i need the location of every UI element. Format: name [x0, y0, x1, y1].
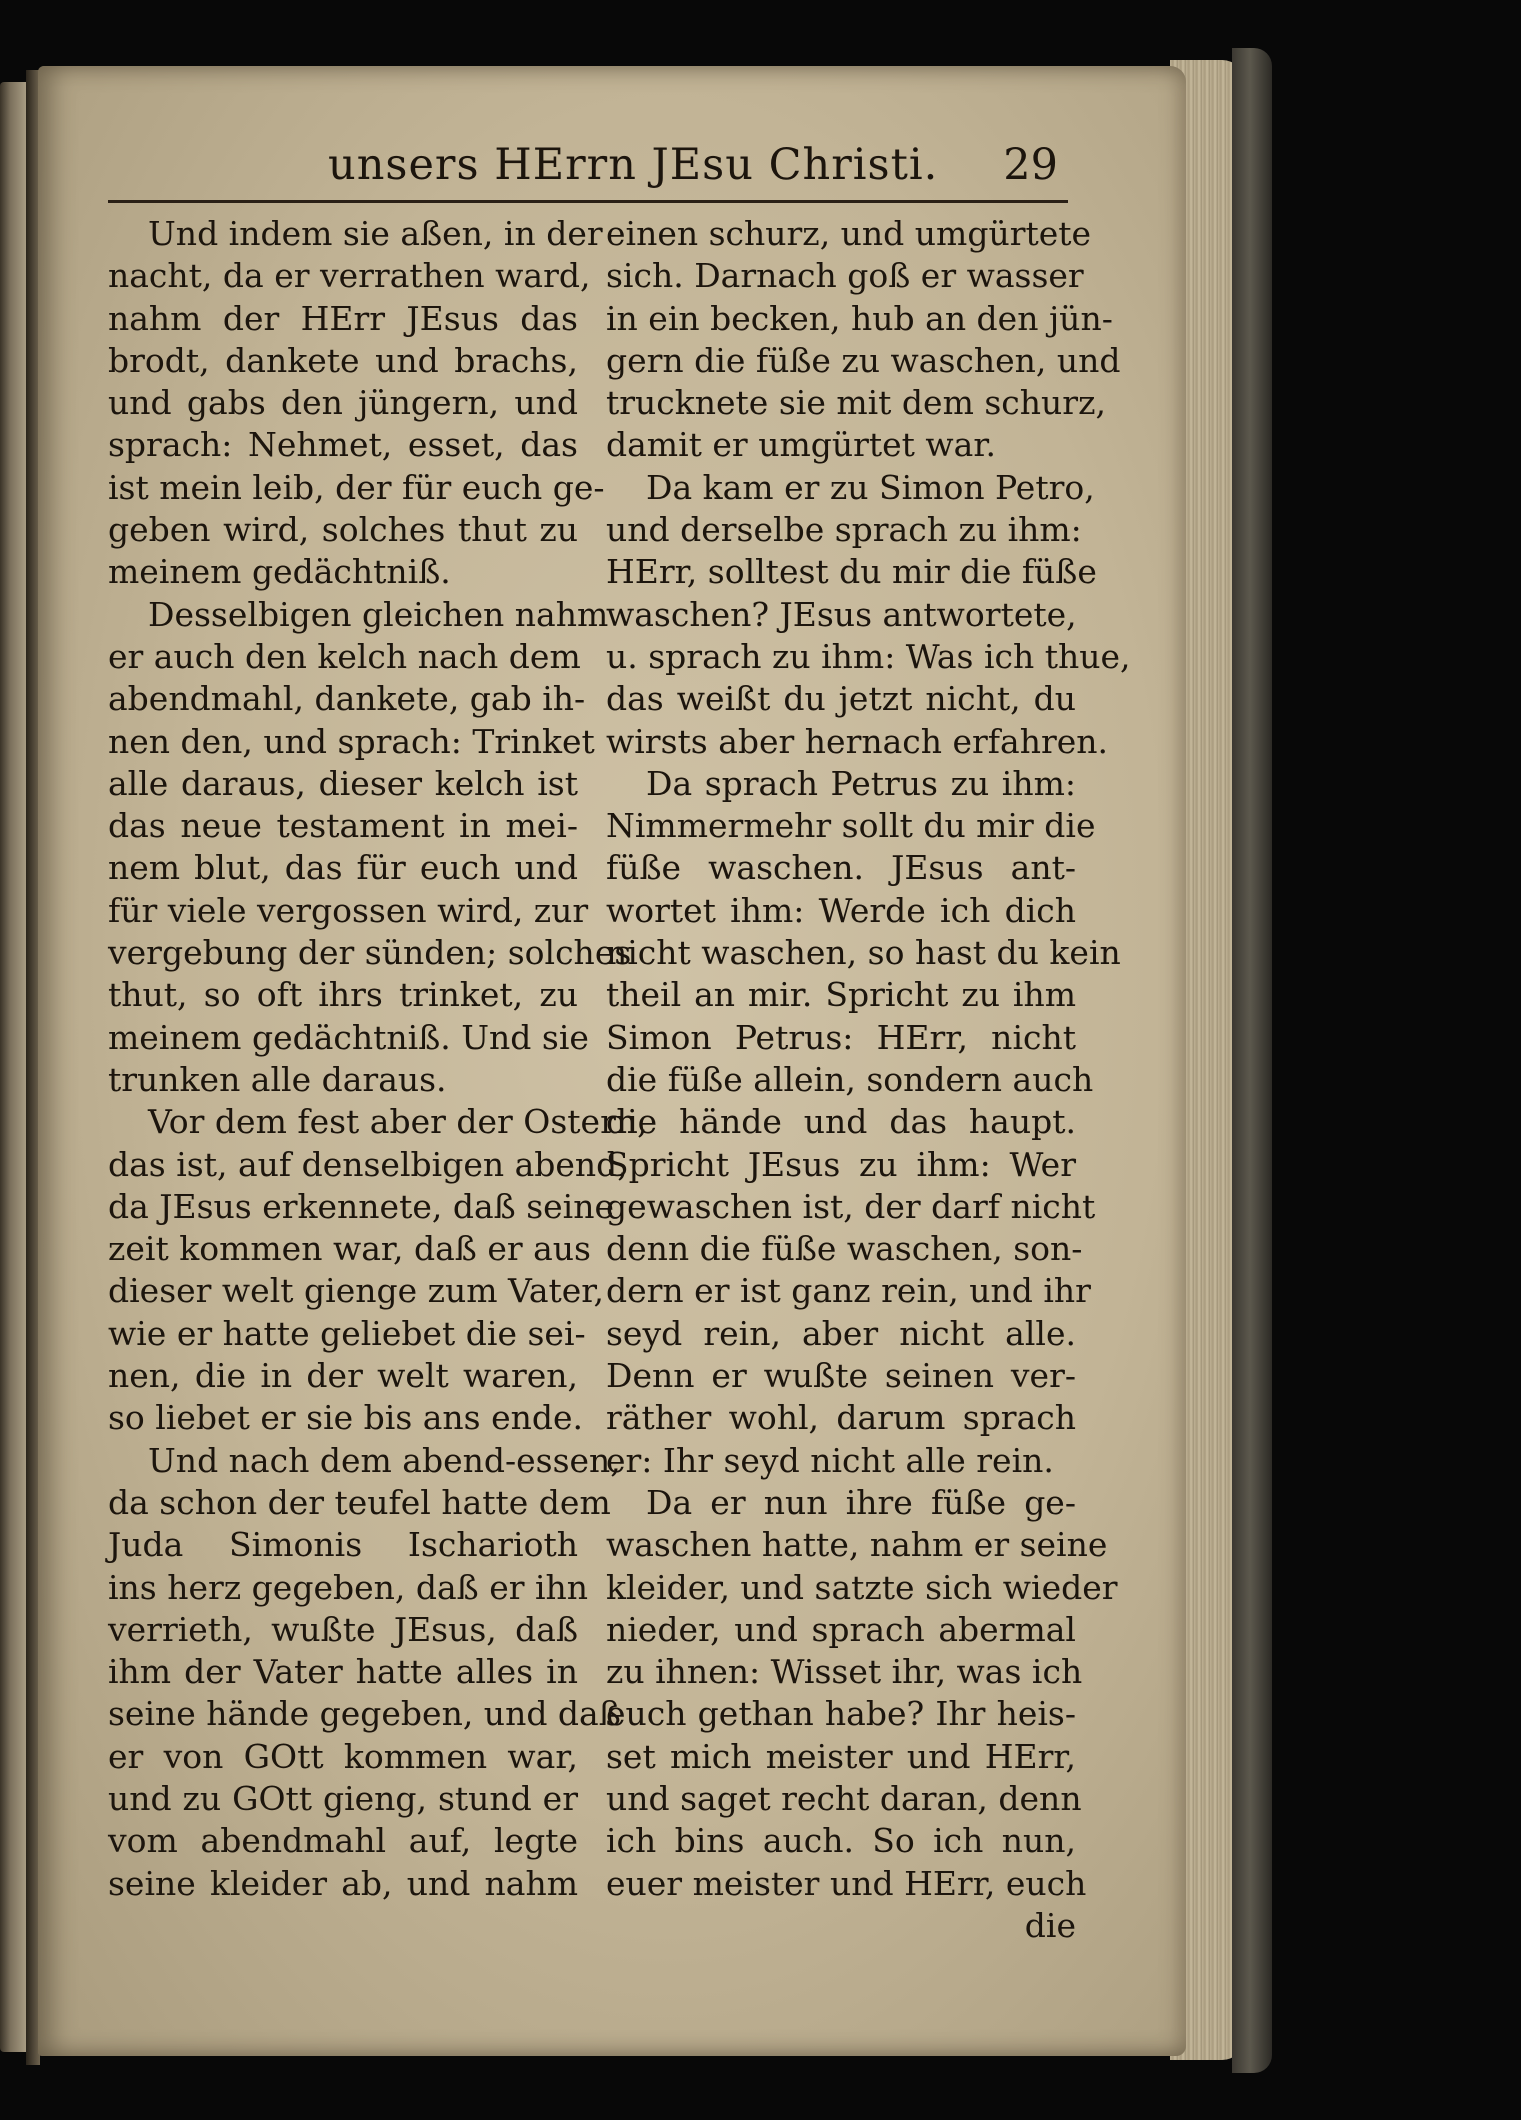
text-line: füße waschen. JEsus ant-: [606, 848, 1076, 888]
text-line: kleider, und satzte sich wieder: [606, 1567, 1118, 1607]
text-line: das neue testament in mei-: [108, 806, 578, 846]
text-line: Und nach dem abend-essen,: [148, 1440, 621, 1480]
text-line: euch gethan habe? Ihr heis-: [606, 1694, 1076, 1734]
text-line: sich. Darnach goß er wasser: [606, 256, 1084, 296]
text-line: räther wohl, darum sprach: [606, 1398, 1076, 1438]
text-line: Nimmermehr sollt du mir die: [606, 806, 1096, 846]
text-line: trunken alle daraus.: [108, 1059, 447, 1099]
text-line: Juda Simonis Ischarioth: [108, 1525, 578, 1565]
text-line: Vor dem fest aber der Ostern,: [148, 1102, 648, 1142]
text-line: ich bins auch. So ich nun,: [606, 1821, 1076, 1861]
previous-page-edge: [0, 82, 26, 2052]
text-line: denn die füße waschen, son-: [606, 1229, 1083, 1269]
text-line: wirsts aber hernach erfahren.: [606, 721, 1108, 761]
text-line: nicht waschen, so hast du kein: [606, 933, 1121, 973]
text-line: nen den, und sprach: Trinket: [108, 721, 595, 761]
text-line: er auch den kelch nach dem: [108, 636, 581, 676]
text-columns: [108, 213, 1131, 2013]
text-line: er von GOtt kommen war,: [108, 1736, 578, 1776]
right-column: [606, 213, 1131, 1947]
text-line: Simon Petrus: HErr, nicht: [606, 1017, 1076, 1057]
text-line: vergebung der sünden; solches: [108, 933, 632, 973]
text-line: einen schurz, und umgürtete: [606, 214, 1092, 253]
text-line: abendmahl, dankete, gab ih-: [108, 679, 586, 719]
text-line: die: [1024, 1905, 1076, 1945]
text-line: wortet ihm: Werde ich dich: [606, 890, 1076, 930]
left-column: [108, 213, 648, 1905]
text-line: da schon der teufel hatte dem: [108, 1482, 611, 1522]
text-line: da JEsus erkennete, daß seine: [108, 1186, 614, 1226]
text-line: gern die füße zu waschen, und: [606, 340, 1121, 380]
text-line: die füße allein, sondern auch: [606, 1059, 1094, 1099]
text-line: set mich meister und HErr,: [606, 1736, 1076, 1776]
text-line: nahm der HErr JEsus das: [108, 298, 578, 338]
text-line: euer meister und HErr, euch: [606, 1863, 1087, 1903]
text-line: das weißt du jetzt nicht, du: [606, 679, 1076, 719]
text-line: ins herz gegeben, daß er ihn: [108, 1567, 589, 1607]
text-line: meinem gedächtniß. Und sie: [108, 1017, 589, 1057]
text-line: nem blut, das für euch und: [108, 848, 578, 888]
text-line: und gabs den jüngern, und: [108, 383, 578, 423]
page-number: 29: [1003, 140, 1058, 190]
text-line: geben wird, solches thut zu: [108, 510, 578, 550]
text-line: und derselbe sprach zu ihm:: [606, 510, 1082, 550]
text-line: meinem gedächtniß.: [108, 552, 451, 592]
text-line: vom abendmahl auf, legte: [108, 1821, 578, 1861]
text-line: damit er umgürtet war.: [606, 425, 996, 465]
text-line: Spricht JEsus zu ihm: Wer: [606, 1144, 1076, 1184]
text-line: wie er hatte geliebet die sei-: [108, 1313, 586, 1353]
text-line: Da sprach Petrus zu ihm:: [646, 763, 1076, 803]
page-content: [108, 140, 1131, 2013]
text-line: verrieth, wußte JEsus, daß: [108, 1609, 578, 1649]
text-line: seyd rein, aber nicht alle.: [606, 1313, 1076, 1353]
text-line: und zu GOtt gieng, stund er: [108, 1778, 578, 1818]
text-line: das ist, auf denselbigen abend,: [108, 1144, 628, 1184]
text-line: ist mein leib, der für euch ge-: [108, 467, 605, 507]
text-line: nieder, und sprach abermal: [606, 1609, 1076, 1649]
text-line: Denn er wußte seinen ver-: [606, 1356, 1076, 1396]
text-line: theil an mir. Spricht zu ihm: [606, 975, 1076, 1015]
text-line: waschen hatte, nahm er seine: [606, 1525, 1108, 1565]
text-line: für viele vergossen wird, zur: [108, 890, 589, 930]
book-cover-edge: [1232, 48, 1272, 2073]
running-title: unsers HErrn JEsu Christi.: [328, 140, 939, 190]
text-line: die hände und das haupt.: [606, 1102, 1076, 1142]
text-line: dieser welt gienge zum Vater,: [108, 1271, 604, 1311]
text-line: dern er ist ganz rein, und ihr: [606, 1271, 1091, 1311]
text-line: u. sprach zu ihm: Was ich thue,: [606, 636, 1131, 676]
text-line: waschen? JEsus antwortete,: [606, 594, 1077, 634]
text-line: zeit kommen war, daß er aus: [108, 1229, 591, 1269]
text-line: Da er nun ihre füße ge-: [646, 1482, 1076, 1522]
text-line: seine hände gegeben, und daß: [108, 1694, 621, 1734]
text-line: trucknete sie mit dem schurz,: [606, 383, 1106, 423]
text-line: in ein becken, hub an den jün-: [606, 298, 1113, 338]
text-line: nacht, da er verrathen ward,: [108, 256, 591, 296]
text-line: Und indem sie aßen, in der: [148, 214, 603, 253]
text-line: gewaschen ist, der darf nicht: [606, 1186, 1096, 1226]
text-line: thut, so oft ihrs trinket, zu: [108, 975, 578, 1015]
text-line: Desselbigen gleichen nahm: [148, 594, 609, 634]
text-line: brodt, dankete und brachs,: [108, 340, 578, 380]
text-line: er: Ihr seyd nicht alle rein.: [606, 1440, 1054, 1480]
text-line: alle daraus, dieser kelch ist: [108, 763, 578, 803]
text-line: HErr, solltest du mir die füße: [606, 552, 1097, 592]
text-line: Da kam er zu Simon Petro,: [646, 467, 1095, 507]
text-line: sprach: Nehmet, esset, das: [108, 425, 578, 465]
running-head: [108, 140, 1068, 203]
text-line: ihm der Vater hatte alles in: [108, 1652, 578, 1692]
text-line: seine kleider ab, und nahm: [108, 1863, 578, 1903]
text-line: und saget recht daran, denn: [606, 1778, 1082, 1818]
text-line: nen, die in der welt waren,: [108, 1356, 578, 1396]
text-line: so liebet er sie bis ans ende.: [108, 1398, 584, 1438]
text-line: zu ihnen: Wisset ihr, was ich: [606, 1652, 1083, 1692]
